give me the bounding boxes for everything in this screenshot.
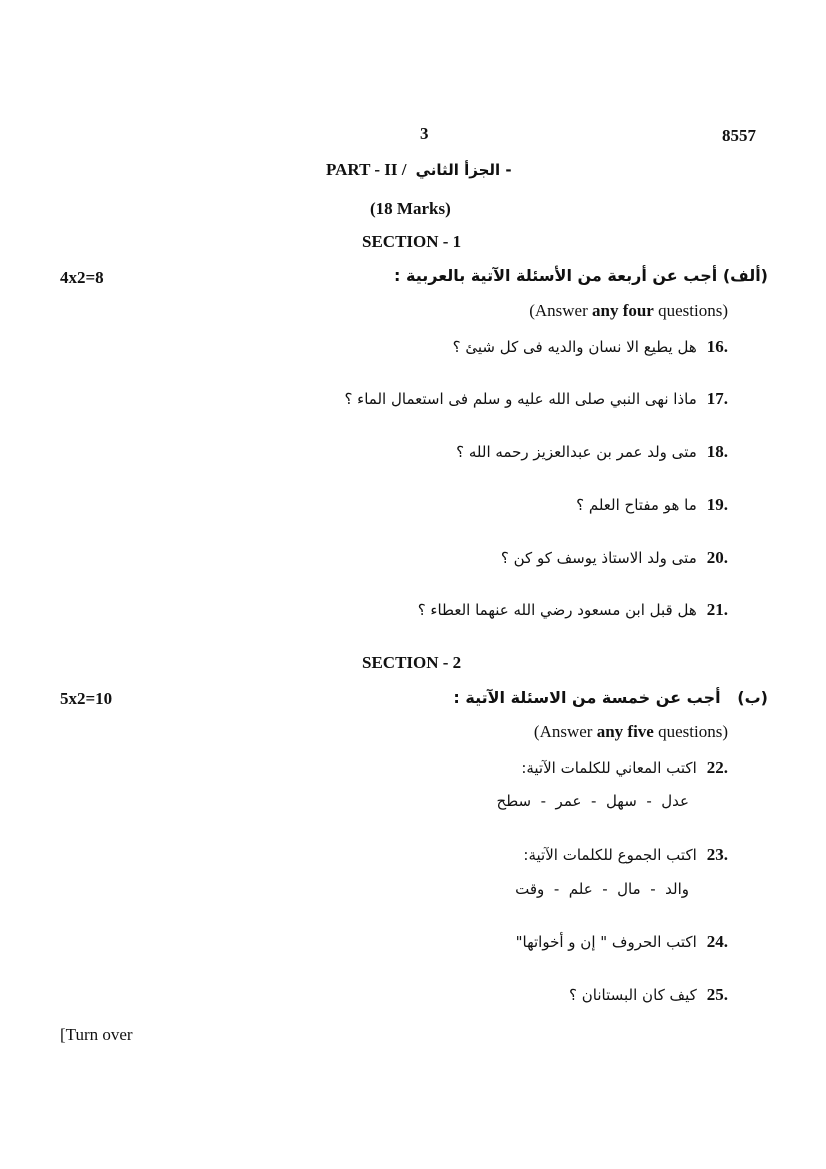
- question-number: 21.: [706, 600, 728, 619]
- question-17: [344, 389, 728, 409]
- question-number: 25.: [706, 985, 728, 1004]
- part-title-ar: الجزأ الثاني -: [415, 161, 512, 179]
- question-text: هل قبل ابن مسعود رضي الله عنهما العطاء ؟: [417, 601, 697, 619]
- question-22: [521, 758, 728, 778]
- question-text: اكتب المعاني للكلمات الآتية:: [521, 759, 697, 777]
- question-20: [501, 548, 728, 568]
- question-number: 20.: [706, 548, 728, 567]
- question-text: هل يطيع الا نسان والديه فى كل شيئ ؟: [452, 338, 697, 356]
- question-number: 19.: [706, 495, 728, 514]
- question-19: [576, 495, 728, 515]
- section-2-marks: 5x2=10: [60, 689, 113, 708]
- part-marks: (18 Marks): [370, 199, 451, 218]
- question-25: [569, 985, 728, 1005]
- section-2-answer-note: (Answer any five questions): [533, 722, 728, 741]
- question-24: [516, 932, 728, 952]
- section-2-heading: SECTION - 2: [362, 653, 462, 672]
- section-1-answer-note: (Answer any four questions): [529, 301, 728, 320]
- question-text: اكتب الجموع للكلمات الآتية:: [523, 846, 697, 864]
- section-1-marks: 4x2=8: [60, 268, 104, 287]
- question-number: 22.: [706, 758, 728, 777]
- turn-over-note: [Turn over: [60, 1025, 133, 1044]
- part-title-en: PART - II /: [326, 160, 407, 179]
- section-1-heading: SECTION - 1: [362, 232, 462, 251]
- question-22-words: عدل - سهل - عمر - سطح: [496, 792, 689, 810]
- question-number: 17.: [706, 389, 728, 408]
- question-text: كيف كان البستانان ؟: [569, 986, 697, 1004]
- question-number: 24.: [706, 932, 728, 951]
- question-21: [418, 600, 728, 620]
- question-text: اكتب الحروف " إن و أخواتها": [515, 933, 697, 951]
- question-text: متى ولد الاستاذ يوسف كو كن ؟: [500, 549, 697, 567]
- question-text: ما هو مفتاح العلم ؟: [576, 496, 697, 514]
- question-text: متى ولد عمر بن عبدالعزيز رحمه الله ؟: [456, 443, 697, 461]
- question-23-words: والد - مال - علم - وقت: [515, 880, 689, 898]
- part-title: [326, 160, 512, 180]
- section-1-instruction: (ألف) أجب عن أربعة من الأسئلة الآتية بالعربية :: [394, 266, 768, 285]
- question-number: 18.: [706, 442, 728, 461]
- question-16: [453, 337, 728, 357]
- page-number: 3: [420, 124, 429, 143]
- section-2-instruction: (ب) أجب عن خمسة من الاسئلة الآتية :: [453, 688, 768, 707]
- question-number: 16.: [706, 337, 728, 356]
- paper-code: 8557: [722, 126, 756, 145]
- question-number: 23.: [706, 845, 728, 864]
- question-18: [456, 442, 728, 462]
- question-text: ماذا نهى النبي صلى الله عليه و سلم فى استعمال الماء ؟: [344, 390, 697, 408]
- question-23: [523, 845, 728, 865]
